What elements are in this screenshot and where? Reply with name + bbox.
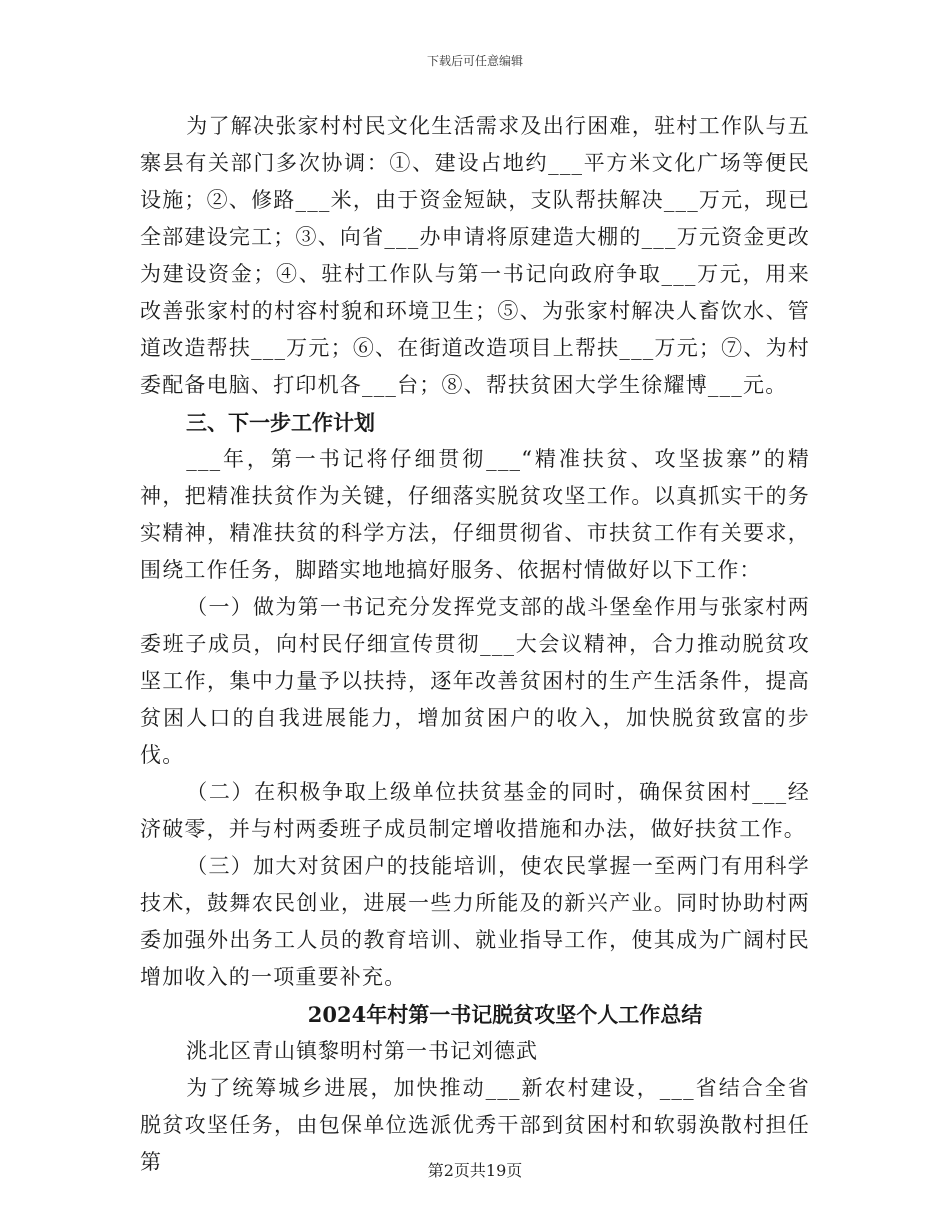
page-number: 第2页共19页 bbox=[427, 1161, 523, 1180]
page-header-note: 下载后可任意编辑 bbox=[426, 54, 523, 68]
plan-item-1: （一）做为第一书记充分发挥党支部的战斗堡垒作用与张家村两委班子成员，向村民仔细宣传贯彻___大会议精神，合力推动脱贫攻坚工作，集中力量予以扶持，逐年改善贫困村的生产生活条件，提高贫困人口的自我进展能力，增加贫困户的收入，加快脱贫致富的步伐。 bbox=[140, 595, 810, 767]
plan-item-2: （二）在积极争取上级单位扶贫基金的同时，确保贫困村___经济破零，并与村两委班子成员制定增收措施和办法，做好扶贫工作。 bbox=[140, 780, 810, 841]
document-title: 2024年村第一书记脱贫攻坚个人工作总结 bbox=[307, 1002, 703, 1027]
document-body bbox=[140, 108, 810, 1181]
section-heading-next-plan: 三、下一步工作计划 bbox=[186, 410, 375, 435]
paragraph-summary-intro: 为了统筹城乡进展，加快推动___新农村建设，___省结合全省脱贫攻坚任务，由包保单位选派优秀干部到贫困村和软弱涣散村担任第 bbox=[140, 1076, 810, 1174]
plan-item-3: （三）加大对贫困户的技能培训，使农民掌握一至两门有用科学技术，鼓舞农民创业，进展一些力所能及的新兴产业。同时协助村两委加强外出务工人员的教育培训、就业指导工作，使其成为广阔村民增加收入的一项重要补充。 bbox=[140, 854, 810, 989]
paragraph-culture-facilities: 为了解决张家村村民文化生活需求及出行困难，驻村工作队与五寨县有关部门多次协调：①、建设占地约___平方米文化广场等便民设施；②、修路___米，由于资金短缺，支队帮扶解决___万元，现已全部建设完工；③、向省___办申请将原建造大棚的___万元资金更改为建设资金；④、驻村工作队与第一书记向政府争取___万元，用来改善张家村的村容村貌和环境卫生；⑤、为张家村解决人畜饮水、管道改造帮扶___万元；⑥、在街道改造项目上帮扶___万元；⑦、为村委配备电脑、打印机各___台；⑧、帮扶贫困大学生徐耀博___元。 bbox=[140, 114, 810, 397]
author-line: 洮北区青山镇黎明村第一书记刘德武 bbox=[186, 1039, 538, 1063]
paragraph-plan-intro: ___年，第一书记将仔细贯彻___“精准扶贫、攻坚拔寨”的精神，把精准扶贫作为关键，仔细落实脱贫攻坚工作。以真抓实干的务实精神，精准扶贫的科学方法，仔细贯彻省、市扶贫工作有关要求，围绕工作任务，脚踏实地地搞好服务、依据村情做好以下工作： bbox=[140, 447, 810, 582]
